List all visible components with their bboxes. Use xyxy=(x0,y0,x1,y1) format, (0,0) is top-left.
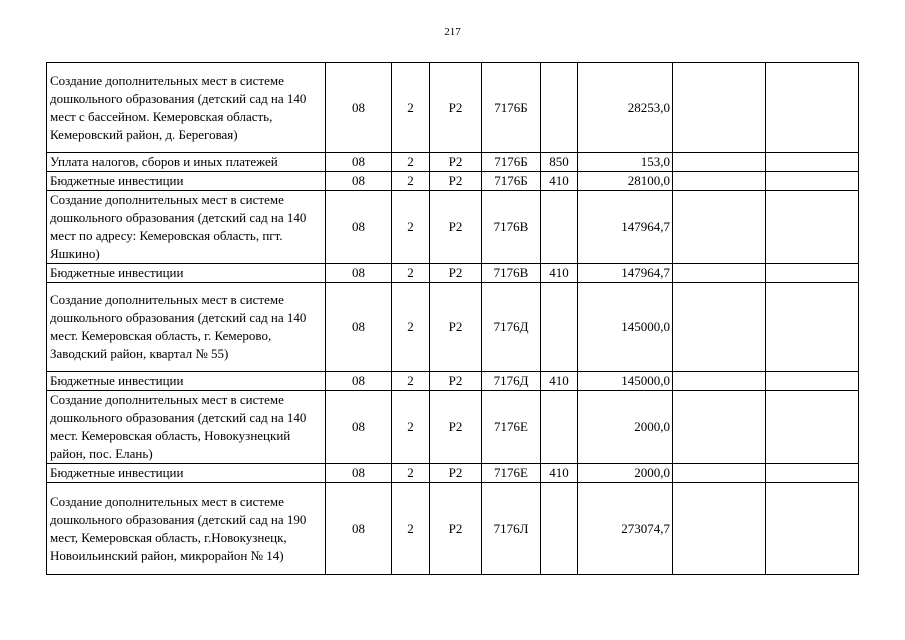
subsection-code: 2 xyxy=(392,172,430,191)
empty-cell xyxy=(673,372,766,391)
table-row xyxy=(47,172,859,191)
subsection-code: 2 xyxy=(392,372,430,391)
direction-code: 7176Е xyxy=(482,391,541,464)
amount-cell: 2000,0 xyxy=(578,464,673,483)
direction-code: 7176Л xyxy=(482,483,541,575)
empty-cell xyxy=(766,283,859,372)
subsection-code: 2 xyxy=(392,283,430,372)
program-code: Р2 xyxy=(430,153,482,172)
page-number: 217 xyxy=(444,26,461,38)
empty-cell xyxy=(766,264,859,283)
amount-cell: 145000,0 xyxy=(578,372,673,391)
empty-cell xyxy=(766,172,859,191)
program-code: Р2 xyxy=(430,191,482,264)
program-code: Р2 xyxy=(430,264,482,283)
table-row xyxy=(47,191,859,264)
empty-cell xyxy=(766,63,859,153)
expense-type-code: 410 xyxy=(541,264,578,283)
amount-cell: 147964,7 xyxy=(578,264,673,283)
section-code: 08 xyxy=(326,372,392,391)
amount-cell: 273074,7 xyxy=(578,483,673,575)
subsection-code: 2 xyxy=(392,391,430,464)
row-name: Бюджетные инвестиции xyxy=(47,172,326,191)
empty-cell xyxy=(673,191,766,264)
row-name: Бюджетные инвестиции xyxy=(47,372,326,391)
program-code: Р2 xyxy=(430,283,482,372)
table-row xyxy=(47,153,859,172)
empty-cell xyxy=(766,483,859,575)
amount-cell: 28100,0 xyxy=(578,172,673,191)
subsection-code: 2 xyxy=(392,483,430,575)
row-name: Создание дополнительных мест в системе дошкольного образования (детский сад на 140 мест. Кемеровская область, г. Кемерово, Заводский район, квартал № 55) xyxy=(47,283,326,372)
expense-type-code: 850 xyxy=(541,153,578,172)
row-name: Уплата налогов, сборов и иных платежей xyxy=(47,153,326,172)
section-code: 08 xyxy=(326,264,392,283)
direction-code: 7176Б xyxy=(482,172,541,191)
section-code: 08 xyxy=(326,464,392,483)
subsection-code: 2 xyxy=(392,264,430,283)
subsection-code: 2 xyxy=(392,191,430,264)
program-code: Р2 xyxy=(430,464,482,483)
empty-cell xyxy=(673,153,766,172)
expense-type-code xyxy=(541,391,578,464)
expense-type-code xyxy=(541,63,578,153)
table-row xyxy=(47,483,859,575)
row-name: Создание дополнительных мест в системе дошкольного образования (детский сад на 140 мест с бассейном. Кемеровская область, Кемеровский район, д. Береговая) xyxy=(47,63,326,153)
empty-cell xyxy=(766,153,859,172)
direction-code: 7176В xyxy=(482,191,541,264)
program-code: Р2 xyxy=(430,372,482,391)
amount-cell: 147964,7 xyxy=(578,191,673,264)
empty-cell xyxy=(766,391,859,464)
amount-cell: 145000,0 xyxy=(578,283,673,372)
empty-cell xyxy=(673,264,766,283)
empty-cell xyxy=(766,464,859,483)
direction-code: 7176Д xyxy=(482,283,541,372)
empty-cell xyxy=(673,283,766,372)
table-row xyxy=(47,264,859,283)
budget-table xyxy=(46,62,859,575)
section-code: 08 xyxy=(326,191,392,264)
table-row xyxy=(47,464,859,483)
empty-cell xyxy=(766,372,859,391)
section-code: 08 xyxy=(326,391,392,464)
program-code: Р2 xyxy=(430,483,482,575)
direction-code: 7176Б xyxy=(482,153,541,172)
row-name: Бюджетные инвестиции xyxy=(47,264,326,283)
expense-type-code xyxy=(541,191,578,264)
section-code: 08 xyxy=(326,172,392,191)
amount-cell: 153,0 xyxy=(578,153,673,172)
empty-cell xyxy=(766,191,859,264)
program-code: Р2 xyxy=(430,63,482,153)
row-name: Создание дополнительных мест в системе дошкольного образования (детский сад на 140 мест по адресу: Кемеровская область, пгт. Яшкино) xyxy=(47,191,326,264)
expense-type-code: 410 xyxy=(541,464,578,483)
row-name: Бюджетные инвестиции xyxy=(47,464,326,483)
table-row xyxy=(47,283,859,372)
subsection-code: 2 xyxy=(392,63,430,153)
program-code: Р2 xyxy=(430,391,482,464)
expense-type-code xyxy=(541,483,578,575)
empty-cell xyxy=(673,63,766,153)
table-row xyxy=(47,391,859,464)
expense-type-code: 410 xyxy=(541,372,578,391)
row-name: Создание дополнительных мест в системе дошкольного образования (детский сад на 140 мест. Кемеровская область, Новокузнецкий район, пос. Елань) xyxy=(47,391,326,464)
subsection-code: 2 xyxy=(392,464,430,483)
direction-code: 7176Д xyxy=(482,372,541,391)
amount-cell: 2000,0 xyxy=(578,391,673,464)
section-code: 08 xyxy=(326,153,392,172)
direction-code: 7176Б xyxy=(482,63,541,153)
empty-cell xyxy=(673,172,766,191)
table-row xyxy=(47,372,859,391)
amount-cell: 28253,0 xyxy=(578,63,673,153)
section-code: 08 xyxy=(326,63,392,153)
empty-cell xyxy=(673,464,766,483)
direction-code: 7176В xyxy=(482,264,541,283)
empty-cell xyxy=(673,483,766,575)
table-row xyxy=(47,63,859,153)
expense-type-code xyxy=(541,283,578,372)
section-code: 08 xyxy=(326,283,392,372)
expense-type-code: 410 xyxy=(541,172,578,191)
subsection-code: 2 xyxy=(392,153,430,172)
program-code: Р2 xyxy=(430,172,482,191)
row-name: Создание дополнительных мест в системе дошкольного образования (детский сад на 190 мест, Кемеровская область, г.Новокузнецк, Новоильинский район, микрорайон № 14) xyxy=(47,483,326,575)
empty-cell xyxy=(673,391,766,464)
direction-code: 7176Е xyxy=(482,464,541,483)
section-code: 08 xyxy=(326,483,392,575)
